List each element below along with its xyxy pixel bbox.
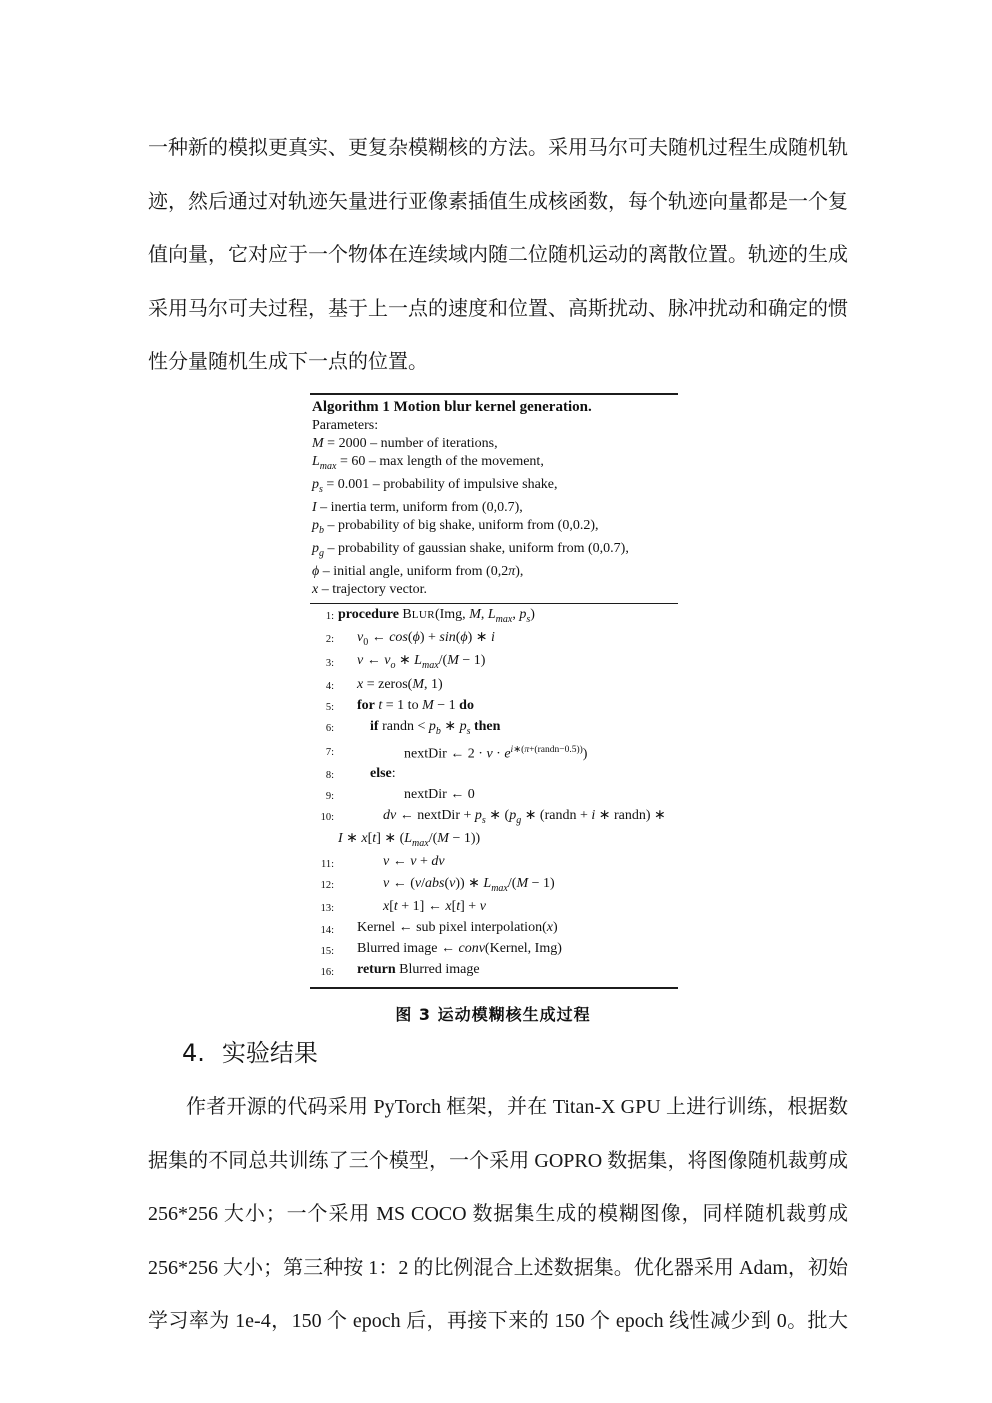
algorithm-parameter: x – trajectory vector. <box>312 582 428 598</box>
algorithm-parameter: $p_b$ – probability of big shake, uniform from (0,0.2), <box>312 518 599 536</box>
algorithm-step <box>312 718 676 741</box>
algorithm-step <box>312 629 676 652</box>
step-number: 7: <box>325 746 334 758</box>
paragraph-line: 迹，然后通过对轨迹矢量进行亚像素插值生成核函数，每个轨迹向量都是一个复 <box>148 190 848 213</box>
algorithm-step <box>312 875 676 898</box>
algorithm-step <box>312 807 676 830</box>
paragraph-line: 256*256 大小；一个采用 MS COCO 数据集生成的模糊图像，同样随机裁剪成 <box>148 1203 848 1226</box>
step-number: 16: <box>320 966 334 978</box>
step-number: 13: <box>320 903 334 915</box>
step-number: 9: <box>325 791 334 803</box>
paragraph-line: 性分量随机生成下一点的位置。 <box>148 351 428 373</box>
step-number: 15: <box>320 945 334 957</box>
algorithm-parameter: I – inertia term, uniform from (0,0.7), <box>312 499 523 515</box>
paragraph-line: 据集的不同总共训练了三个模型，一个采用 GOPRO 数据集，将图像随机裁剪成 <box>148 1149 848 1172</box>
step-number: 12: <box>320 880 334 892</box>
step-content: Kernel ← sub pixel interpolation(x) <box>357 920 558 936</box>
algorithm-parameter: M = 2000 – number of iterations, <box>312 435 498 451</box>
step-content: else: <box>370 765 396 781</box>
algorithm-step <box>312 853 676 874</box>
paragraph-line: 一种新的模拟更真实、更复杂模糊核的方法。采用马尔可夫随机过程生成随机轨 <box>148 137 848 159</box>
algorithm-parameter: $L_{max} = 60 - \max$ length of the movement, <box>312 453 544 472</box>
step-content: dv ← nextDir + $p_s$ ∗ ($p_g$ ∗ (randn + i ∗ randn) ∗ <box>383 807 666 826</box>
step-number: 6: <box>325 723 334 735</box>
step-number: 3: <box>325 657 334 669</box>
algorithm-title: Algorithm 1 Motion blur kernel generation. <box>312 398 592 415</box>
algorithm-parameter: ϕ – initial angle, uniform from (0,2π), <box>312 564 524 580</box>
step-number: 14: <box>320 924 334 936</box>
algorithm-parameter: Parameters: <box>312 417 379 433</box>
step-content: v ← v + dv <box>383 854 445 870</box>
step-content: nextDir ← $2 \cdot v \cdot e^{i∗(\pi+(randn-0.5))}$) <box>404 745 588 762</box>
algorithm-step <box>312 919 676 940</box>
section-number: 4. <box>182 1039 205 1068</box>
step-number: 5: <box>325 702 334 714</box>
paragraph-line: 值向量，它对应于一个物体在连续域内随二位随机运动的离散位置。轨迹的生成 <box>148 244 848 266</box>
algorithm-step <box>312 898 676 919</box>
step-content: x[t + 1] ← x[t] + v <box>383 898 486 914</box>
paragraph-line: 学习率为 1e-4，150 个 epoch 后，再接下来的 150 个 epoch 线性减少到 0。批大 <box>148 1310 848 1333</box>
step-number: 10: <box>320 812 334 824</box>
section-title: 实验结果 <box>221 1039 318 1068</box>
spacer <box>148 1067 848 1081</box>
step-content: v ← (v/abs(v)) ∗ $L_{max}/(M - 1)$ <box>383 875 555 894</box>
step-number: 1: <box>325 611 334 623</box>
page-content <box>148 0 848 1349</box>
step-content: nextDir ← 0 <box>404 786 475 802</box>
step-content: if randn < $p_b$ ∗ $p_s$ then <box>370 718 501 737</box>
algorithm-box <box>310 393 678 990</box>
step-number: 2: <box>325 634 334 646</box>
step-content: for t = 1 to M − 1 do <box>357 697 474 713</box>
algorithm-step <box>312 765 676 786</box>
algorithm-step <box>312 961 676 982</box>
step-content: Blurred image ← conv(Kernel, Img) <box>357 941 562 957</box>
step-content: return Blurred image <box>357 962 480 978</box>
step-number: 11: <box>320 858 334 870</box>
paragraph-line: 采用马尔可夫过程，基于上一点的速度和位置、高斯扰动、脉冲扰动和确定的惯 <box>148 297 848 320</box>
algorithm-parameter: $p_g$ – probability of gaussian shake, uniform from (0,0.7), <box>312 541 629 559</box>
algorithm-step-continuation: I ∗ x[t] ∗ $(L_{max}/(M - 1))$ <box>338 831 481 849</box>
paragraph-line: 作者开源的代码采用 PyTorch 框架，并在 Titan-X GPU 上进行训练，根据数 <box>186 1096 848 1119</box>
algorithm-step <box>312 676 676 697</box>
algorithm-step <box>312 606 676 629</box>
paragraph-line: 256*256 大小；第三种按 1：2 的比例混合上述数据集。优化器采用 Adam，初始 <box>148 1256 848 1279</box>
step-number: 4: <box>325 681 334 693</box>
figure-caption: 图 3 运动模糊核生成过程 <box>395 1005 591 1025</box>
algorithm-step <box>312 697 676 718</box>
step-content: procedure BLUR(Img, M, $L_{max}$, $p_s$) <box>338 606 535 625</box>
section-heading <box>148 1040 848 1067</box>
algorithm-step <box>312 786 676 807</box>
algorithm-parameter: $p_s = 0.001$ – probability of impulsive shake, <box>312 476 558 495</box>
step-content: v ← $v_o$ ∗ $L_{max}/(M - 1)$ <box>357 653 486 672</box>
paragraph-2 <box>148 1081 848 1349</box>
horizontal-rule <box>310 603 678 604</box>
algorithm-step <box>312 741 676 764</box>
step-content: x = zeros(M, 1) <box>357 676 443 692</box>
step-number: 8: <box>325 770 334 782</box>
paragraph-1 <box>148 122 848 390</box>
algorithm-step <box>312 940 676 961</box>
step-content: $v_0$ ← cos(ϕ) + sin(ϕ) ∗ i <box>357 629 495 648</box>
algorithm-step <box>312 652 676 675</box>
